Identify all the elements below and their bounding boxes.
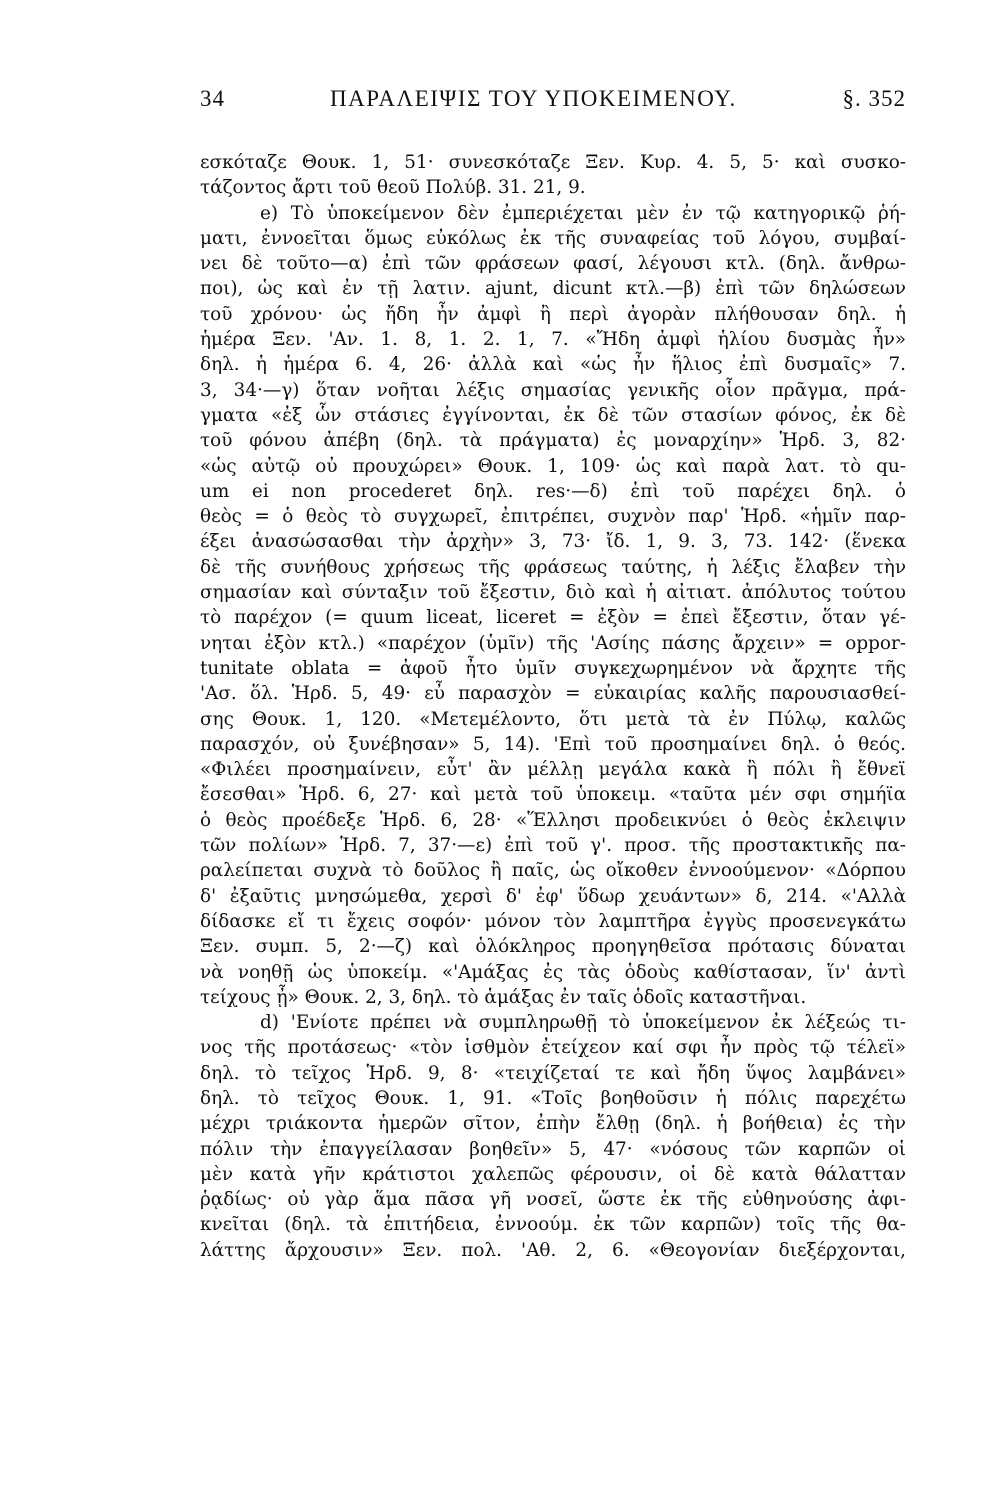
text-line: έξει ἀνασώσασθαι τὴν ἀρχὴν» 3, 73· ἴδ. 1, 9. 3, 73. 142· (ἕνεκα [200, 531, 906, 553]
text-line: νος τῆς προτάσεως· «τὸν ἰσθμὸν ἐτείχεον καί σφι ἦν πρὸς τῷ τέλεϊ» [200, 1037, 906, 1059]
text-line: τοῦ χρόνου· ὡς ἤδη ἦν ἀμφὶ ἢ περὶ ἀγορὰν πλήθουσαν δηλ. ἡ [200, 303, 906, 325]
text-line: ἡμέρα Ξεν. 'Αν. 1. 8, 1. 2. 1, 7. «Ἤδη ἀμφὶ ἡλίου δυσμὰς ἦν» [200, 329, 906, 351]
text-line: ἔσεσθαι» Ἡρδ. 6, 27· καὶ μετὰ τοῦ ὑποκειμ. «ταῦτα μέν σφι σημήϊα [200, 784, 906, 806]
text-line: λάττης ἄρχουσιν» Ξεν. πολ. 'Αθ. 2, 6. «Θεογονίαν διεξέρχονται, [200, 1239, 906, 1261]
text-line: δηλ. ἡ ἡμέρα 6. 4, 26· ἀλλὰ καὶ «ὡς ἦν ἥλιος ἐπὶ δυσμαῖς» 7. [200, 354, 906, 376]
text-line: ὁ θεὸς προέδεξε Ἡρδ. 6, 28· «Ἕλλησι προδεικνύει ὁ θεὸς ἐκλειψιν [200, 809, 906, 831]
text-line: τῶν πολίων» Ἡρδ. 7, 37·—ε) ἐπὶ τοῦ γ'. προσ. τῆς προστακτικῆς πα- [200, 835, 906, 857]
text-line: θεὸς = ὁ θεὸς τὸ συγχωρεῖ, ἐπιτρέπει, συχνὸν παρ' Ἡρδ. «ἡμῖν παρ- [200, 506, 906, 528]
text-line: tunitate oblata = ἀφοῦ ἦτο ὑμῖν συγκεχωρημένον νὰ ἄρχητε τῆς [200, 657, 906, 679]
text-line: um ei non procederet δηλ. res·—δ) ἐπὶ τοῦ παρέχει δηλ. ὁ [200, 480, 906, 502]
text-line: τείχους ᾖ» Θουκ. 2, 3, δηλ. τὸ ἁμάξας ἐν ταῖς ὁδοῖς καταστῆναι. [200, 986, 807, 1008]
text-line: πόλιν τὴν ἐπαγγείλασαν βοηθεῖν» 5, 47· «νόσους τῶν καρπῶν οἱ [200, 1138, 906, 1160]
text-line: ποι), ὡς καὶ ἐν τῇ λατιν. ajunt, dicunt κτλ.—β) ἐπὶ τῶν δηλώσεων [200, 278, 906, 300]
running-header [200, 86, 906, 126]
text-line: νὰ νοηθῇ ὡς ὑποκείμ. «'Αμάξας ἐς τὰς ὁδοὺς καθίστασαν, ἵν' ἀντὶ [200, 961, 906, 983]
text-line: δηλ. τὸ τεῖχος Θουκ. 1, 91. «Τοῖς βοηθοῦσιν ἡ πόλις παρεχέτω [200, 1087, 906, 1109]
text-line: γματα «ἐξ ὧν στάσιες ἐγγίνονται, ἐκ δὲ τῶν στασίων φόνος, ἐκ δὲ [200, 404, 906, 426]
text-line: μὲν κατὰ γῆν κράτιστοι χαλεπῶς φέρουσιν, οἱ δὲ κατὰ θάλατταν [200, 1163, 906, 1185]
body-text [200, 150, 906, 1263]
page-number: 34 [200, 86, 225, 111]
text-line: κνεῖται (δηλ. τὰ ἐπιτήδεια, ἐννοούμ. ἐκ τῶν καρπῶν) τοῖς τῆς θα- [200, 1214, 906, 1236]
text-line: εσκόταζε Θουκ. 1, 51· συνεσκόταζε Ξεν. Κυρ. 4. 5, 5· καὶ συσκο- [200, 152, 906, 173]
text-line: 3, 34·—γ) ὅταν νοῆται λέξις σημασίας γενικῆς οἷον πρᾶγμα, πρά- [200, 379, 906, 401]
text-line: δηλ. τὸ τεῖχος Ἡρδ. 9, 8· «τειχίζεταί τε καὶ ἤδη ὕψος λαμβάνει» [200, 1062, 906, 1084]
text-line: ματι, ἐννοεῖται ὅμως εὐκόλως ἐκ τῆς συναφείας τοῦ λόγου, συμβαί- [200, 227, 906, 249]
text-line: «Φιλέει προσημαίνειν, εὖτ' ἂν μέλλῃ μεγάλα κακὰ ἢ πόλι ἢ ἔθνεϊ [200, 759, 906, 781]
text-line: δίδασκε εἴ τι ἔχεις σοφόν· μόνον τὸν λαμπτῆρα ἐγγὺς προσενεγκάτω [200, 910, 906, 932]
text-line: σημασίαν καὶ σύνταξιν τοῦ ἔξεστιν, διὸ καὶ ἡ αἰτιατ. ἀπόλυτος τούτου [200, 582, 906, 604]
text-line: ῥᾳδίως· οὐ γὰρ ἅμα πᾶσα γῆ νοσεῖ, ὥστε ἐκ τῆς εὐθηνούσης ἀφι- [200, 1189, 906, 1211]
text-line: d) 'Ενίοτε πρέπει νὰ συμπληρωθῇ τὸ ὑποκείμενον ἐκ λέξεώς τι- [260, 1012, 906, 1034]
text-line: ραλείπεται συχνὰ τὸ δοῦλος ἢ παῖς, ὡς οἴκοθεν ἐννοούμενον· «Δόρπου [200, 860, 906, 882]
text-line: σης Θουκ. 1, 120. «Μετεμέλοντο, ὅτι μετὰ τὰ ἐν Πύλῳ, καλῶς [200, 708, 906, 730]
text-line: μέχρι τριάκοντα ἡμερῶν σῖτον, ἐπὴν ἔλθῃ (δηλ. ἡ βοήθεια) ἐς τὴν [200, 1113, 906, 1135]
text-line: «ὡς αὐτῷ οὐ προυχώρει» Θουκ. 1, 109· ὡς καὶ παρὰ λατ. τὸ qu- [200, 455, 906, 477]
text-line: τὸ παρέχον (= quum liceat, liceret = ἐξὸν = ἐπεὶ ἔξεστιν, ὅταν γέ- [200, 607, 906, 629]
running-title: ΠΑΡΑΛΕΙΨΙΣ ΤΟΥ ΥΠΟΚΕΙΜΕΝΟΥ. [330, 86, 737, 111]
text-line: e) Τὸ ὑποκείμενον δὲν ἐμπεριέχεται μὲν ἐν τῷ κατηγορικῷ ῥή- [260, 202, 906, 224]
text-line: Ξεν. συμπ. 5, 2·—ζ) καὶ ὁλόκληρος προηγηθεῖσα πρότασις δύναται [200, 936, 906, 958]
section-mark: §. 352 [842, 86, 906, 111]
text-line: 'Ασ. ὅλ. Ἡρδ. 5, 49· εὖ παρασχὸν = εὐκαιρίας καλῆς παρουσιασθεί- [200, 683, 906, 705]
text-line: παρασχόν, οὐ ξυνέβησαν» 5, 14). 'Επὶ τοῦ προσημαίνει δηλ. ὁ θεός. [200, 733, 906, 755]
text-line: τοῦ φόνου ἀπέβη (δηλ. τὰ πράγματα) ἐς μοναρχίην» Ἡρδ. 3, 82· [200, 430, 906, 452]
text-line: νηται ἐξὸν κτλ.) «παρέχον (ὑμῖν) τῆς 'Ασίης πάσης ἄρχειν» = oppor- [200, 632, 906, 654]
text-line: νει δὲ τοῦτο—α) ἐπὶ τῶν φράσεων φασί, λέγουσι κτλ. (δηλ. ἄνθρω- [200, 253, 906, 275]
text-line: δὲ τῆς συνήθους χρήσεως τῆς φράσεως ταύτης, ἡ λέξις ἔλαβεν τὴν [200, 556, 906, 578]
text-line: δ' ἐξαῦτις μνησώμεθα, χερσὶ δ' ἐφ' ὕδωρ χευάντων» δ, 214. «'Αλλὰ [200, 885, 906, 907]
text-line: τάζοντος ἄρτι τοῦ θεοῦ Πολύβ. 31. 21, 9. [200, 177, 586, 199]
